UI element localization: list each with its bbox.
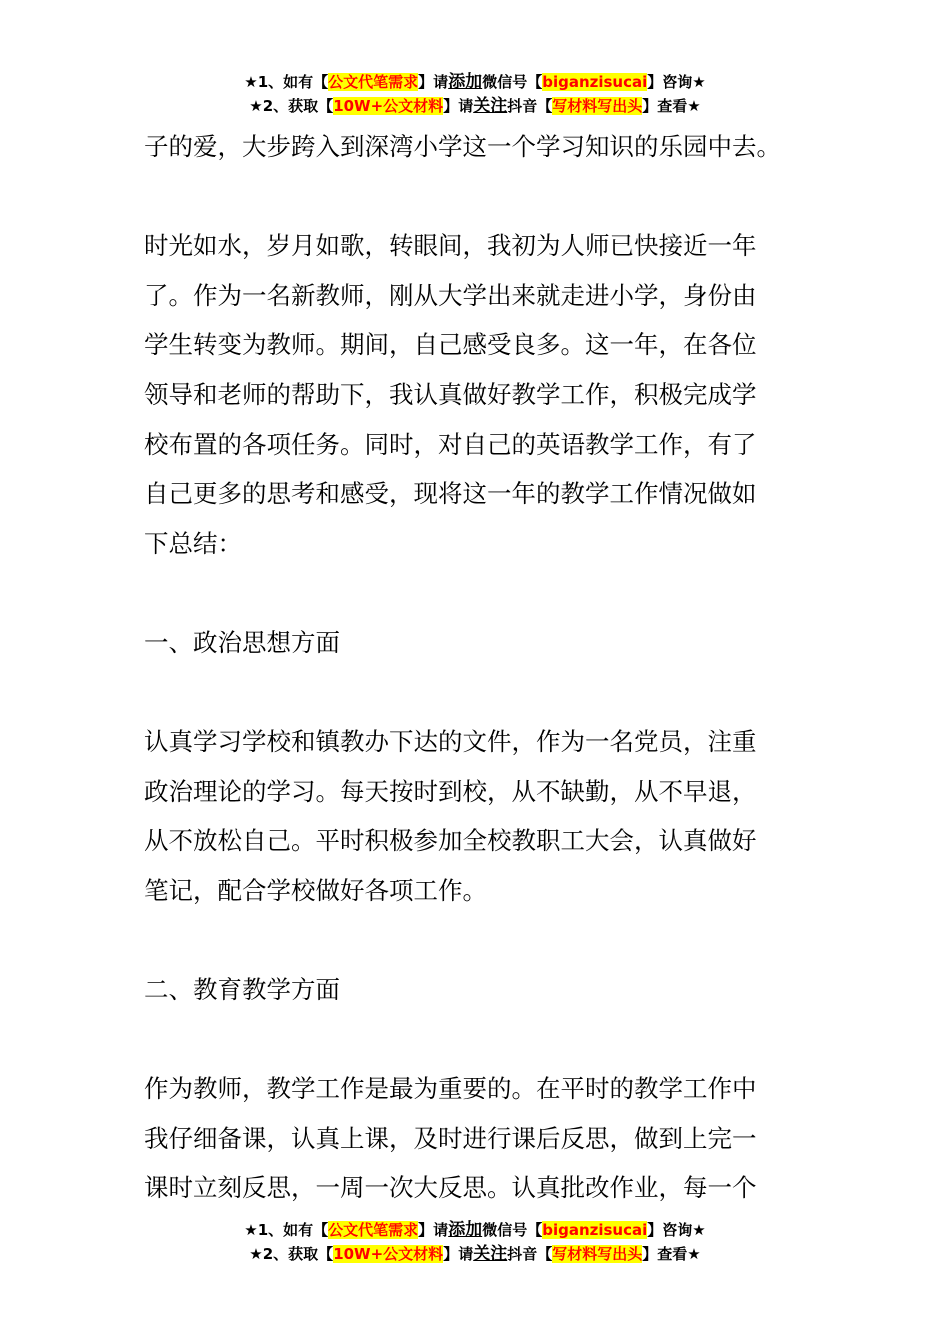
text-line: 课时立刻反思，一周一次大反思。认真批改作业，每一个 <box>144 1173 757 1203</box>
underlined-add: 添加 <box>448 72 483 92</box>
text-line: 时光如水，岁月如歌，转眼间，我初为人师已快接近一年 <box>144 231 757 261</box>
highlight-service: 公文代笔需求 <box>328 73 419 91</box>
highlight-douyin: 写材料写出头 <box>552 97 643 115</box>
text-line: 从不放松自己。平时积极参加全校教职工大会，认真做好 <box>144 826 757 856</box>
text-line: 政治理论的学习。每天按时到校，从不缺勤，从不早退， <box>144 776 757 806</box>
section-heading: 一、政治思想方面 <box>144 627 340 657</box>
highlight-service: 公文代笔需求 <box>328 1221 419 1239</box>
text-line: 我仔细备课，认真上课，及时进行课后反思，做到上完一 <box>144 1123 757 1153</box>
text-line: 学生转变为教师。期间，自己感受良多。这一年，在各位 <box>144 330 757 360</box>
text-line: 下总结： <box>144 528 242 558</box>
header-banner <box>0 70 950 118</box>
text-line: 了。作为一名新教师，刚从大学出来就走进小学，身份由 <box>144 280 757 310</box>
text-line: 笔记，配合学校做好各项工作。 <box>144 875 487 905</box>
text-line: 领导和老师的帮助下，我认真做好教学工作，积极完成学 <box>144 379 757 409</box>
text-line: 自己更多的思考和感受，现将这一年的教学工作情况做如 <box>144 479 757 509</box>
underlined-add: 添加 <box>448 1220 483 1240</box>
text-line: 作为教师，教学工作是最为重要的。在平时的教学工作中 <box>144 1074 757 1104</box>
banner-line-1: ★1、如有【公文代笔需求】请添加微信号【biganzisucai】咨询★ <box>244 72 706 92</box>
banner-line-2: ★2、获取【10W+公文材料】请关注抖音【写材料写出头】查看★ <box>249 1244 701 1264</box>
document-body <box>144 122 812 1213</box>
highlight-wechat-id: biganzisucai <box>542 1221 648 1239</box>
underlined-follow: 关注 <box>473 96 508 116</box>
text-line: 认真学习学校和镇教办下达的文件，作为一名党员，注重 <box>144 727 757 757</box>
footer-banner <box>0 1218 950 1266</box>
text-line: 校布置的各项任务。同时，对自己的英语教学工作，有了 <box>144 429 757 459</box>
banner-line-2: ★2、获取【10W+公文材料】请关注抖音【写材料写出头】查看★ <box>249 96 701 116</box>
banner-line-1: ★1、如有【公文代笔需求】请添加微信号【biganzisucai】咨询★ <box>244 1220 706 1240</box>
text-line: 子的爱，大步跨入到深湾小学这一个学习知识的乐园中去。 <box>144 132 781 161</box>
highlight-materials: 10W+公文材料 <box>333 97 444 115</box>
underlined-follow: 关注 <box>473 1244 508 1264</box>
section-heading: 二、教育教学方面 <box>144 975 340 1005</box>
highlight-douyin: 写材料写出头 <box>552 1245 643 1263</box>
highlight-materials: 10W+公文材料 <box>333 1245 444 1263</box>
highlight-wechat-id: biganzisucai <box>542 73 648 91</box>
